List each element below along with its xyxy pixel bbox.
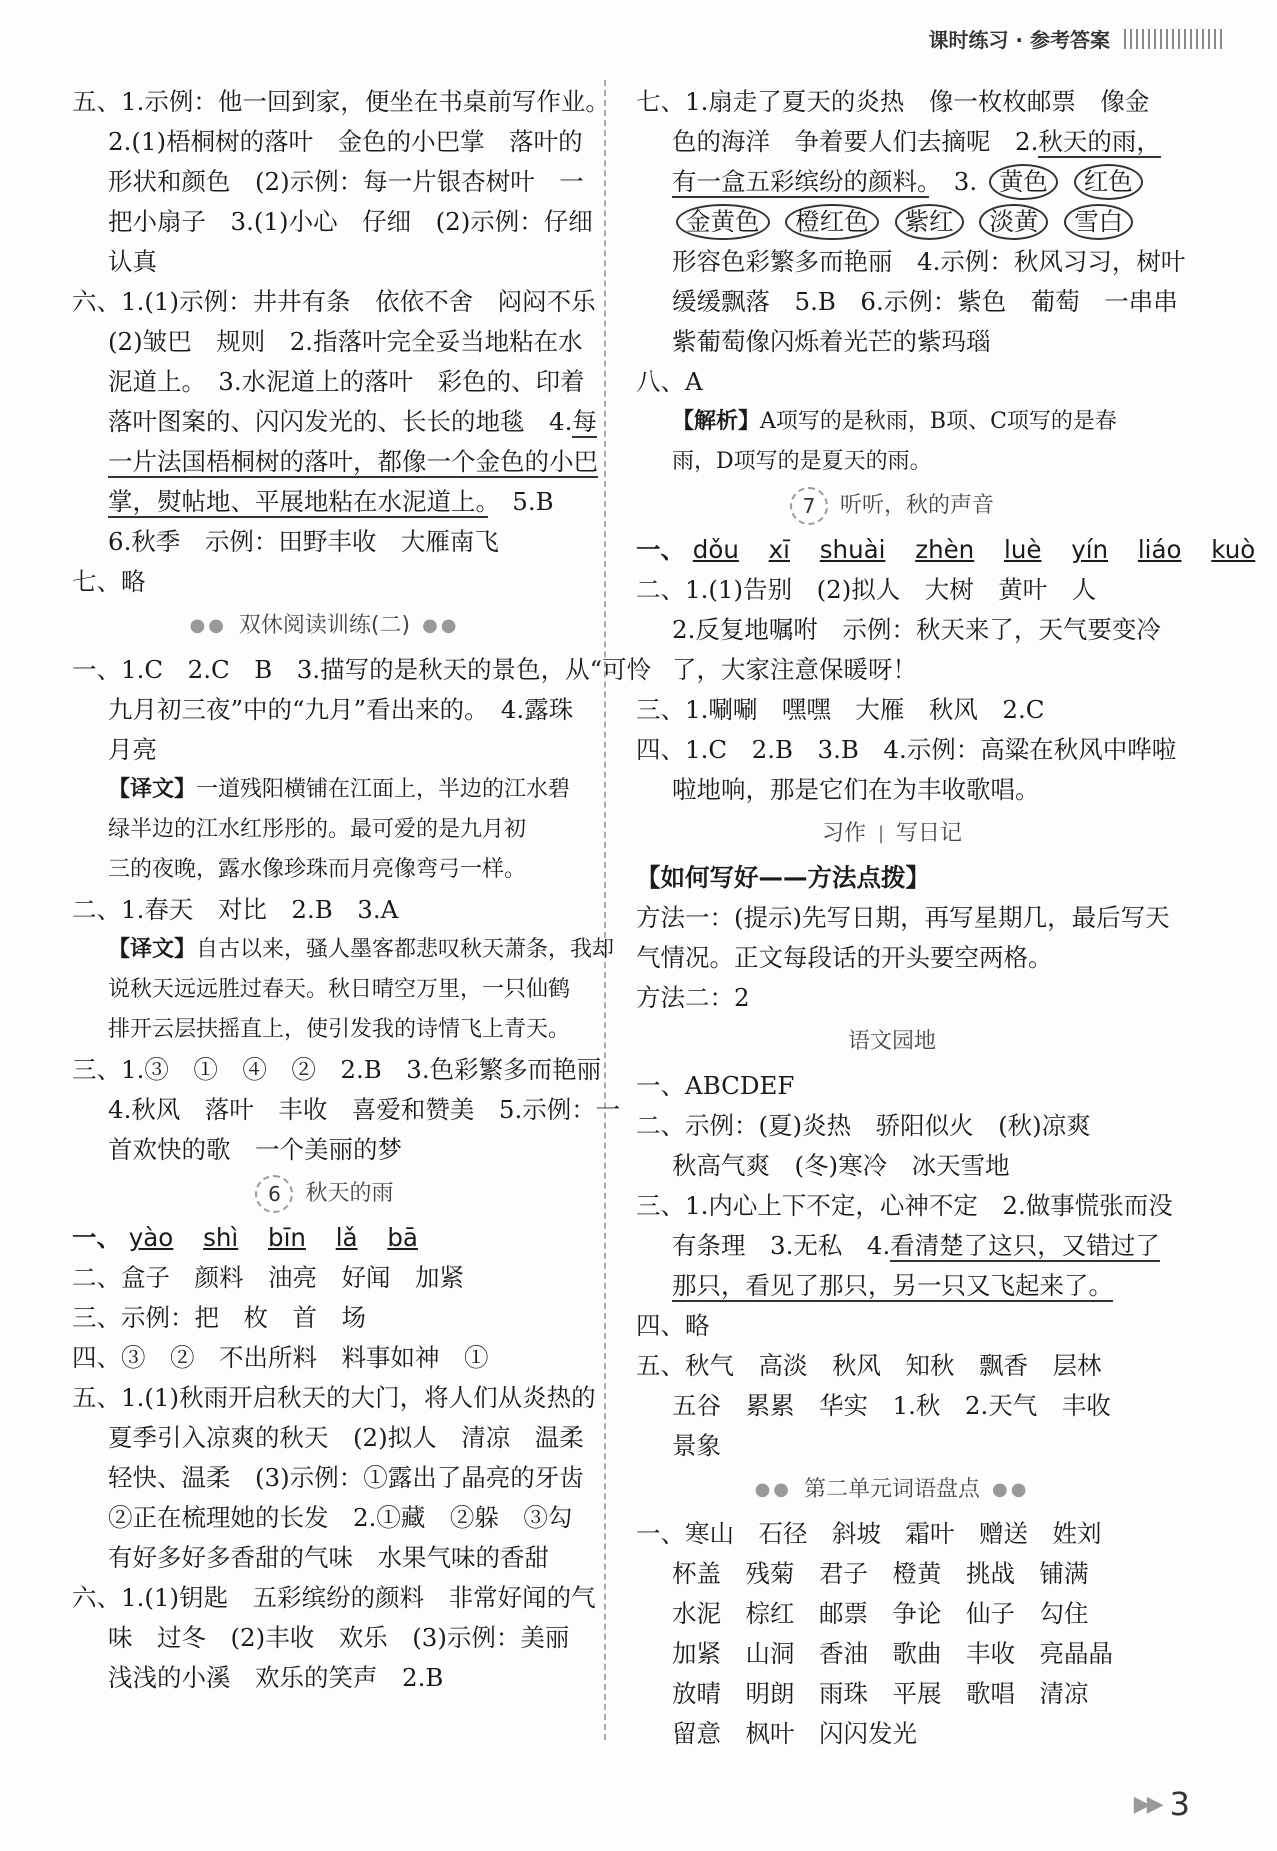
left-column xyxy=(72,82,652,1698)
answer-line: 三、1.唰唰 嘿嘿 大雁 秋风 2.C xyxy=(636,695,1045,724)
page-header xyxy=(928,24,1222,53)
answer-line: 2.(1)梧桐树的落叶 金色的小巴掌 落叶的 xyxy=(108,127,583,156)
answer-line: 八、A xyxy=(636,367,703,396)
answer-line xyxy=(636,122,1161,162)
header-title: 课时练习 · 参考答案 xyxy=(928,28,1110,52)
answer-line: 二、示例：(夏)炎热 骄阳似火 (秋)凉爽 xyxy=(636,1111,1091,1140)
question-label: 一、 xyxy=(636,535,685,564)
answer-line: 六、1.(1)示例：井井有条 依依不舍 闷闷不乐 xyxy=(72,287,596,316)
answer-line: 方法二：2 xyxy=(636,983,750,1012)
word-list-line: 水泥 棕红 邮票 争论 仙子 勾住 xyxy=(672,1599,1089,1628)
answer-line: 四、略 xyxy=(636,1311,710,1340)
answer-text: 3. xyxy=(929,167,978,196)
answer-line: 五、1.(1)秋雨开启秋天的大门，将人们从炎热的 xyxy=(72,1383,596,1412)
answer-line: 味 过冬 (2)丰收 欢乐 (3)示例：美丽 xyxy=(108,1623,570,1652)
answer-line: 月亮 xyxy=(108,735,157,764)
answer-line: 泥道上。 3.水泥道上的落叶 彩色的、印着 xyxy=(108,367,585,396)
page-footer xyxy=(1134,1785,1190,1823)
pinyin-answer: yín xyxy=(1071,535,1109,564)
underlined-answer: 有一盒五彩缤纷的颜料。 xyxy=(672,167,930,196)
translation-line: 说秋天远远胜过春天。秋日晴空万里，一只仙鹤 xyxy=(108,977,571,1002)
pinyin-answer: bīn xyxy=(268,1223,306,1252)
lesson-heading xyxy=(72,1174,577,1214)
answer-line: 三、1.内心上下不定，心神不定 2.做事慌张而没 xyxy=(636,1191,1173,1220)
answer-line: 一、1.C 2.C B 3.描写的是秋天的景色，从“可怜 xyxy=(72,655,652,684)
answer-line: 紫葡萄像闪烁着光芒的紫玛瑙 xyxy=(672,327,991,356)
dots-decoration: ●● xyxy=(992,1479,1030,1500)
answer-line: 七、1.扇走了夏天的炎热 像一枚枚邮票 像金 xyxy=(636,87,1150,116)
section-heading xyxy=(72,606,577,646)
translation-text: 自古以来，骚人墨客都悲叹秋天萧条，我却 xyxy=(196,937,615,962)
answer-line: 缓缓飘落 5.B 6.示例：紫色 葡萄 一串串 xyxy=(672,287,1178,316)
answer-line: 二、1.(1)告别 (2)拟人 大树 黄叶 人 xyxy=(636,575,1097,604)
answer-line xyxy=(72,402,597,442)
answer-line: 2.反复地嘱咐 示例：秋天来了，天气要变冷 xyxy=(672,615,1161,644)
underlined-answer: 每 xyxy=(572,407,597,436)
answer-line: 啦地响，那是它们在为丰收歌唱。 xyxy=(672,775,1040,804)
circled-word: 黄色 xyxy=(989,164,1058,200)
answer-line: 6.秋季 示例：田野丰收 大雁南飞 xyxy=(108,527,499,556)
section-heading xyxy=(636,1022,1148,1062)
analysis-tag: 【解析】 xyxy=(672,409,761,434)
answer-line: 三、示例：把 枚 首 场 xyxy=(72,1303,366,1332)
section-subtitle: 写日记 xyxy=(896,821,963,846)
lesson-number: 6 xyxy=(255,1175,293,1213)
answer-line: 景象 xyxy=(672,1431,721,1460)
analysis-text: A项写的是秋雨，B项、C项写的是春 xyxy=(760,409,1117,434)
answer-line: 把小扇子 3.(1)小心 仔细 (2)示例：仔细 xyxy=(108,207,593,236)
underlined-answer: 一片法国梧桐树的落叶，都像一个金色的小巴 xyxy=(108,447,598,476)
answer-text: 有条理 3.无私 4. xyxy=(672,1231,891,1260)
answer-text: 5.B xyxy=(487,487,554,516)
translation-line xyxy=(72,930,615,970)
pinyin-answer: luè xyxy=(1004,535,1042,564)
answer-line: 四、③ ② 不出所料 料事如神 ① xyxy=(72,1343,489,1372)
word-list-line: 一、寒山 石径 斜坡 霜叶 赠送 姓刘 xyxy=(636,1519,1102,1548)
word-list-line: 留意 枫叶 闪闪发光 xyxy=(672,1719,917,1748)
answer-text: 落叶图案的、闪闪发光的、长长的地毯 4. xyxy=(108,407,573,436)
answer-line: 首欢快的歌 一个美丽的梦 xyxy=(108,1135,402,1164)
answer-line: 有好多好多香甜的气味 水果气味的香甜 xyxy=(108,1543,549,1572)
pinyin-answer: bā xyxy=(387,1223,418,1252)
barcode-decoration xyxy=(1124,29,1222,49)
section-heading xyxy=(636,1470,1148,1510)
answer-line: 浅浅的小溪 欢乐的笑声 2.B xyxy=(108,1663,444,1692)
translation-line: 绿半边的江水红彤彤的。最可爱的是九月初 xyxy=(108,817,527,842)
pinyin-answer: yào xyxy=(128,1223,174,1252)
pinyin-answer: liáo xyxy=(1137,535,1182,564)
answer-line xyxy=(636,1266,1148,1306)
double-arrow-icon: ▶▶ xyxy=(1133,1791,1160,1817)
analysis-line xyxy=(636,402,1148,442)
lesson-title: 秋天的雨 xyxy=(305,1181,394,1206)
page-number: 3 xyxy=(1169,1785,1190,1823)
circled-word: 红色 xyxy=(1074,164,1143,200)
word-list-line: 加紧 山洞 香油 歌曲 丰收 亮晶晶 xyxy=(672,1639,1113,1668)
translation-line: 三的夜晚，露水像珍珠而月亮像弯弓一样。 xyxy=(108,857,527,882)
circled-word: 橙红色 xyxy=(785,204,879,240)
answer-line: ②正在梳理她的长发 2.①藏 ②躲 ③勾 xyxy=(108,1503,573,1532)
answer-line: 夏季引入凉爽的秋天 (2)拟人 清凉 温柔 xyxy=(108,1423,584,1452)
answer-line: 二、盒子 颜料 油亮 好闻 加紧 xyxy=(72,1263,464,1292)
answer-line: 五、1.示例：他一回到家，便坐在书桌前写作业。 xyxy=(72,87,610,116)
section-title: 语文园地 xyxy=(847,1029,936,1054)
answer-line: 认真 xyxy=(108,247,157,276)
dots-decoration: ●● xyxy=(754,1479,792,1500)
translation-line: 排开云层扶摇直上，使引发我的诗情飞上青天。 xyxy=(108,1017,571,1042)
circled-word: 紫红 xyxy=(895,204,964,240)
answer-line: 一、ABCDEF xyxy=(636,1071,795,1100)
answer-line: 四、1.C 2.B 3.B 4.示例：高粱在秋风中哗啦 xyxy=(636,735,1177,764)
answer-line: 形状和颜色 (2)示例：每一片银杏树叶 一 xyxy=(108,167,584,196)
underlined-answer: 掌，熨帖地、平展地粘在水泥道上。 xyxy=(108,487,488,516)
answer-line: 五谷 累累 华实 1.秋 2.天气 丰收 xyxy=(672,1391,1111,1420)
answer-line: 七、略 xyxy=(72,567,146,596)
underlined-answer: 看清楚了这只，又错过了 xyxy=(890,1231,1160,1260)
lesson-title: 听听，秋的声音 xyxy=(839,493,994,518)
answer-line xyxy=(72,442,598,482)
dots-decoration: ●● xyxy=(189,615,227,636)
translation-text: 一道残阳横铺在江面上，半边的江水碧 xyxy=(196,777,571,802)
answer-line: 三、1.③ ① ④ ② 2.B 3.色彩繁多而艳丽 xyxy=(72,1055,602,1084)
circled-word: 金黄色 xyxy=(676,204,770,240)
translation-line xyxy=(72,770,577,810)
method-heading: 【如何写好——方法点拨】 xyxy=(636,863,930,892)
pinyin-answer: kuò xyxy=(1211,535,1256,564)
answer-line: 了，大家注意保暖呀！ xyxy=(672,655,917,684)
section-title: 双休阅读训练(二) xyxy=(238,613,411,638)
pinyin-answer: xī xyxy=(768,535,790,564)
translation-tag: 【译文】 xyxy=(108,937,197,962)
right-column xyxy=(636,82,1256,1754)
word-list-line: 杯盖 残菊 君子 橙黄 挑战 铺满 xyxy=(672,1559,1089,1588)
answer-line: 二、1.春天 对比 2.B 3.A xyxy=(72,895,399,924)
lesson-number: 7 xyxy=(790,487,828,525)
answer-line: 4.秋风 落叶 丰收 喜爱和赞美 5.示例：一 xyxy=(108,1095,621,1124)
word-list-line: 放晴 明朗 雨珠 平展 歌唱 清凉 xyxy=(672,1679,1089,1708)
circled-word: 淡黄 xyxy=(979,204,1048,240)
section-title: 习作 xyxy=(821,821,866,846)
answer-line: 秋高气爽 (冬)寒冷 冰天雪地 xyxy=(672,1151,1010,1180)
answer-line: 气情况。正文每段话的开头要空两格。 xyxy=(636,943,1053,972)
answer-line: (2)皱巴 规则 2.指落叶完全妥当地粘在水 xyxy=(108,327,583,356)
circled-words-line xyxy=(636,202,1148,242)
pinyin-answer: zhèn xyxy=(915,535,975,564)
circled-word: 雪白 xyxy=(1064,204,1133,240)
pinyin-answer: lǎ xyxy=(335,1223,358,1252)
question-label: 一、 xyxy=(72,1223,121,1252)
lesson-heading xyxy=(636,486,1148,526)
answer-line xyxy=(72,482,577,522)
pinyin-answer: shì xyxy=(203,1223,239,1252)
underlined-answer: 秋天的雨， xyxy=(1038,127,1161,156)
separator-bar: | xyxy=(877,823,885,844)
answer-line: 形容色彩繁多而艳丽 4.示例：秋风习习，树叶 xyxy=(672,247,1186,276)
answer-line xyxy=(636,162,1148,202)
section-heading xyxy=(636,814,1148,854)
pinyin-line xyxy=(636,530,1256,570)
answer-line: 方法一：(提示)先写日期，再写星期几，最后写天 xyxy=(636,903,1170,932)
column-divider xyxy=(604,80,606,1740)
dots-decoration: ●● xyxy=(422,615,460,636)
pinyin-answer: shuài xyxy=(819,535,886,564)
underlined-answer: 那只，看见了那只，另一只又飞起来了。 xyxy=(672,1271,1113,1300)
analysis-line: 雨，D项写的是夏天的雨。 xyxy=(672,449,932,474)
answer-line xyxy=(636,1226,1160,1266)
answer-line: 九月初三夜”中的“九月”看出来的。 4.露珠 xyxy=(108,695,574,724)
pinyin-answer: dǒu xyxy=(692,535,739,564)
answer-line: 五、秋气 高淡 秋风 知秋 飘香 层林 xyxy=(636,1351,1102,1380)
section-title: 第二单元词语盘点 xyxy=(803,1477,980,1502)
answer-line: 轻快、温柔 (3)示例：①露出了晶亮的牙齿 xyxy=(108,1463,584,1492)
translation-tag: 【译文】 xyxy=(108,777,197,802)
answer-line: 六、1.(1)钥匙 五彩缤纷的颜料 非常好闻的气 xyxy=(72,1583,596,1612)
pinyin-line xyxy=(72,1218,577,1258)
answer-text: 色的海洋 争着要人们去摘呢 2. xyxy=(672,127,1039,156)
